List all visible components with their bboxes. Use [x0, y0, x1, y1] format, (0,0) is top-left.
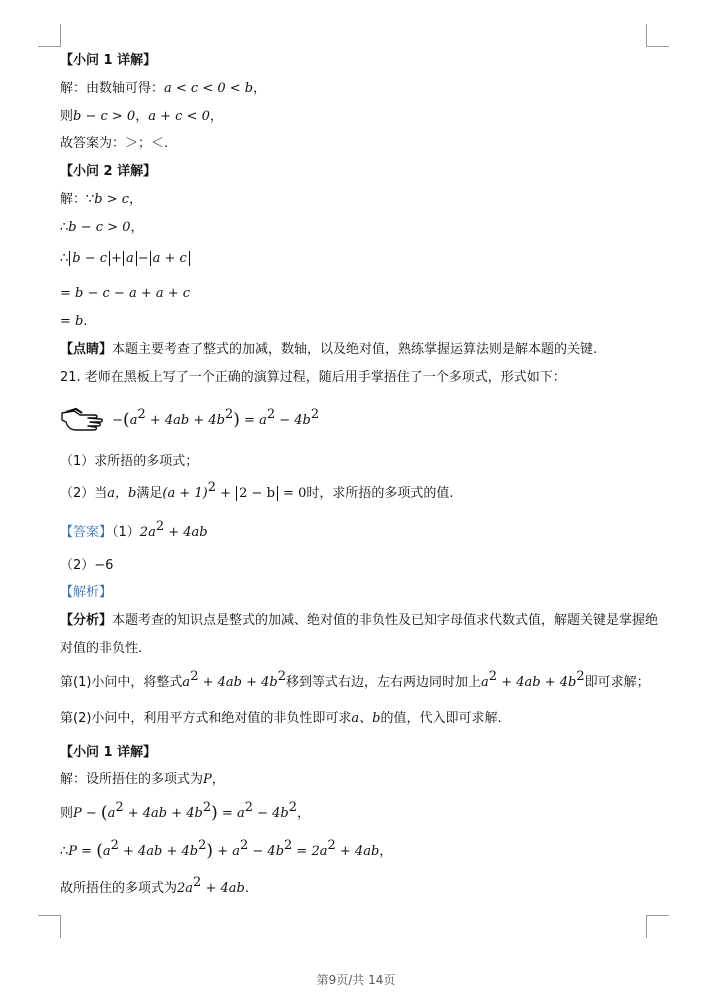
analysis-label: 【解析】	[60, 585, 113, 600]
detail1-line2: 则$P - (a^2 + 4ab + 4b^2) = a^2 - 4b^2$，	[60, 800, 311, 823]
comment-dianjing: 【点睛】本题主要考查了整式的加减，数轴，以及绝对值，熟练掌握运算法则是解本题的关键.	[60, 342, 598, 357]
part1-answer: 故答案为：＞；＜.	[60, 136, 169, 151]
hand-covering-icon	[60, 406, 104, 436]
part2-line2: ∴b − c > 0，	[60, 220, 144, 235]
part1-line1: 解：由数轴可得：a < c < 0 < b，	[60, 81, 267, 96]
question-21-stem: 21. 老师在黑板上写了一个正确的演算过程，随后用手掌捂住了一个多项式，形式如下：	[60, 370, 566, 385]
part2-line1: 解：∵b > c，	[60, 192, 143, 207]
detail1-line3: ∴P = $(a^2 + 4ab + 4b^2) + a^2 - 4b^2 = 2a^2 + 4ab$，	[60, 838, 393, 861]
detail1-header: 【小问 1 详解】	[60, 745, 157, 760]
question-21-sub1: （1）求所捂的多项式；	[60, 454, 199, 469]
question-21-sub2: （2）当a，b满足$(a + 1)^2 + 2 - b = 0$时，求所捂的多项式的值.	[60, 480, 454, 501]
part2-line4: = b − c − a + a + c	[60, 286, 191, 301]
crop-mark-bottom-right	[646, 915, 669, 938]
part2-line3: ∴ b − c + a − a + c	[60, 250, 191, 268]
part1-line2: 则b − c > 0，a + c < 0，	[60, 109, 223, 124]
crop-mark-top-left	[38, 24, 61, 47]
analysis-p1: 第(1)小问中，将整式$a^2 + 4ab + 4b^2$移到等式右边，左右两边同时加上$a^2 + 4ab + 4b^2$即可求解；	[60, 669, 650, 690]
analysis-p2: 第(2)小问中，利用平方式和绝对值的非负性即可求a、b的值，代入即可求解.	[60, 711, 502, 726]
detail1-line4: 故所捂住的多项式为$2a^2 + 4ab$.	[60, 875, 249, 896]
detail1-line1: 解：设所捂住的多项式为P，	[60, 772, 225, 787]
analysis-fenxi-1: 【分析】本题考查的知识点是整式的加减、绝对值的非负性及已知字母值求代数式值，解题关键是掌握绝	[60, 613, 659, 628]
crop-mark-bottom-left	[38, 915, 61, 938]
crop-mark-top-right	[646, 24, 669, 47]
page-number: 第9页/共 14页	[316, 973, 396, 987]
answer-line1: 【答案】$(1)2a^2 + 4ab$	[60, 519, 208, 540]
question-21-equation: $-(a^2 + 4ab + 4b^2) = a^2 - 4b^2$	[60, 405, 319, 436]
answer-line2: （2）−6	[60, 558, 114, 573]
analysis-fenxi-2: 对值的非负性.	[60, 641, 143, 656]
part2-header: 【小问 2 详解】	[60, 164, 157, 179]
part2-line5: = b.	[60, 314, 88, 329]
part1-header: 【小问 1 详解】	[60, 53, 157, 68]
